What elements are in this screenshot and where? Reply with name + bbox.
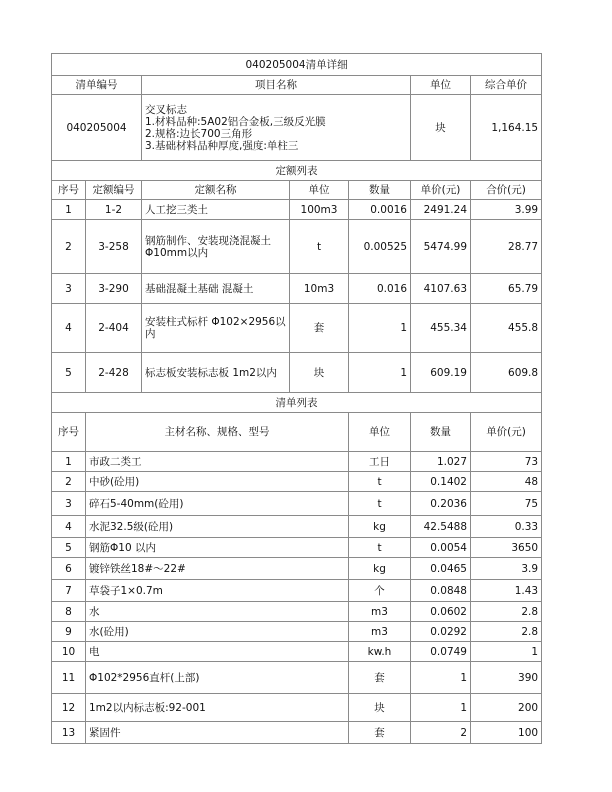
materials-header-name: 主材名称、规格、型号 [86,413,349,452]
quota-name: 基础混凝土基础 混凝土 [142,274,290,304]
quota-row [52,304,542,353]
material-price: 1 [471,642,542,662]
material-qty: 0.2036 [411,492,471,516]
bill-code: 040205004 [52,95,142,161]
bill-code-header: 清单编号 [52,76,142,95]
material-name: 水(砼用) [86,622,349,642]
materials-header-no: 序号 [52,413,86,452]
material-qty: 0.0054 [411,538,471,558]
material-price: 390 [471,662,542,694]
material-unit: 工日 [349,452,411,472]
quota-unit: 块 [290,353,349,393]
quota-header-name: 定额名称 [142,181,290,200]
bill-name-header: 项目名称 [142,76,411,95]
page-title: 040205004清单详细 [52,54,542,76]
material-row [52,722,542,744]
materials-header-unit: 单位 [349,413,411,452]
material-unit: 个 [349,580,411,602]
quota-header-qty: 数量 [349,181,411,200]
quota-code: 3-258 [86,220,142,274]
material-price: 1.43 [471,580,542,602]
quota-row [52,200,542,220]
material-name: 水 [86,602,349,622]
material-unit: kg [349,558,411,580]
material-row [52,622,542,642]
material-no: 13 [52,722,86,744]
quota-code: 2-404 [86,304,142,353]
quota-header-code: 定额编号 [86,181,142,200]
bill-description [142,95,411,161]
material-no: 11 [52,662,86,694]
quota-total: 28.77 [471,220,542,274]
material-no: 1 [52,452,86,472]
quota-unit: 10m3 [290,274,349,304]
quota-no: 4 [52,304,86,353]
material-row [52,580,542,602]
material-no: 3 [52,492,86,516]
material-row [52,662,542,694]
bill-detail-table [51,53,542,744]
material-row [52,558,542,580]
quota-price: 455.34 [411,304,471,353]
material-no: 10 [52,642,86,662]
material-qty: 0.0749 [411,642,471,662]
quota-price: 2491.24 [411,200,471,220]
material-name: 碎石5-40mm(砼用) [86,492,349,516]
material-name: 中砂(砼用) [86,472,349,492]
material-qty: 0.0465 [411,558,471,580]
quota-qty: 1 [349,304,411,353]
material-no: 9 [52,622,86,642]
quota-qty: 0.016 [349,274,411,304]
quota-no: 5 [52,353,86,393]
quota-unit: 套 [290,304,349,353]
quota-price: 609.19 [411,353,471,393]
material-price: 3.9 [471,558,542,580]
quota-name: 钢筋制作、安装现浇混凝土Φ10mm以内 [142,220,290,274]
quota-row [52,274,542,304]
quota-header-unit: 单位 [290,181,349,200]
material-price: 0.33 [471,516,542,538]
bill-description-line: 2.规格:边长700三角形 [145,127,253,140]
material-no: 5 [52,538,86,558]
material-unit: t [349,538,411,558]
material-price: 2.8 [471,602,542,622]
quota-total: 455.8 [471,304,542,353]
quota-unit: 100m3 [290,200,349,220]
material-no: 6 [52,558,86,580]
quota-unit: t [290,220,349,274]
quota-price: 4107.63 [411,274,471,304]
bill-unit: 块 [411,95,471,161]
bill-description-line: 3.基础材料品种厚度,强度:单柱三 [145,139,299,152]
material-qty: 2 [411,722,471,744]
quota-code: 1-2 [86,200,142,220]
quota-code: 2-428 [86,353,142,393]
material-unit: t [349,492,411,516]
material-unit: t [349,472,411,492]
material-name: 草袋子1×0.7m [86,580,349,602]
material-qty: 0.1402 [411,472,471,492]
quota-qty: 0.00525 [349,220,411,274]
quota-name: 标志板安装标志板 1m2以内 [142,353,290,393]
material-row [52,452,542,472]
material-name: 镀锌铁丝18#～22# [86,558,349,580]
bill-unit-header: 单位 [411,76,471,95]
quota-code: 3-290 [86,274,142,304]
material-qty: 0.0292 [411,622,471,642]
quota-total: 3.99 [471,200,542,220]
material-row [52,516,542,538]
quota-no: 1 [52,200,86,220]
quota-name: 安装柱式标杆 Φ102×2956以内 [142,304,290,353]
quota-name: 人工挖三类土 [142,200,290,220]
material-price: 48 [471,472,542,492]
material-no: 2 [52,472,86,492]
material-no: 4 [52,516,86,538]
material-name: Φ102*2956直杆(上部) [86,662,349,694]
bill-price: 1,164.15 [471,95,542,161]
material-unit: 块 [349,694,411,722]
material-no: 12 [52,694,86,722]
quota-qty: 1 [349,353,411,393]
material-row [52,694,542,722]
material-row [52,602,542,622]
material-unit: kw.h [349,642,411,662]
quota-no: 3 [52,274,86,304]
quota-row [52,220,542,274]
material-name: 市政二类工 [86,452,349,472]
material-price: 100 [471,722,542,744]
quota-header-no: 序号 [52,181,86,200]
quota-total: 609.8 [471,353,542,393]
quota-qty: 0.0016 [349,200,411,220]
material-qty: 1.027 [411,452,471,472]
material-unit: 套 [349,662,411,694]
material-name: 1m2以内标志板:92-001 [86,694,349,722]
material-no: 8 [52,602,86,622]
material-qty: 0.0848 [411,580,471,602]
material-name: 电 [86,642,349,662]
material-price: 200 [471,694,542,722]
material-unit: m3 [349,622,411,642]
materials-header-qty: 数量 [411,413,471,452]
material-qty: 1 [411,694,471,722]
material-price: 75 [471,492,542,516]
material-unit: 套 [349,722,411,744]
quota-section-title: 定额列表 [52,161,542,181]
material-name: 钢筋Φ10 以内 [86,538,349,558]
material-unit: m3 [349,602,411,622]
material-price: 2.8 [471,622,542,642]
materials-section-title: 清单列表 [52,393,542,413]
material-row [52,492,542,516]
materials-header-price: 单价(元) [471,413,542,452]
bill-description-line: 1.材料品种:5A02铝合金板,三级反光膜 [145,115,326,128]
quota-header-total: 合价(元) [471,181,542,200]
quota-header-price: 单价(元) [411,181,471,200]
material-qty: 0.0602 [411,602,471,622]
quota-no: 2 [52,220,86,274]
material-row [52,538,542,558]
material-name: 紧固件 [86,722,349,744]
material-row [52,642,542,662]
material-row [52,472,542,492]
bill-description-line: 交叉标志 [145,103,187,116]
material-price: 3650 [471,538,542,558]
quota-row [52,353,542,393]
material-qty: 1 [411,662,471,694]
quota-total: 65.79 [471,274,542,304]
bill-price-header: 综合单价 [471,76,542,95]
material-price: 73 [471,452,542,472]
quota-price: 5474.99 [411,220,471,274]
material-no: 7 [52,580,86,602]
material-name: 水泥32.5级(砼用) [86,516,349,538]
material-qty: 42.5488 [411,516,471,538]
material-unit: kg [349,516,411,538]
